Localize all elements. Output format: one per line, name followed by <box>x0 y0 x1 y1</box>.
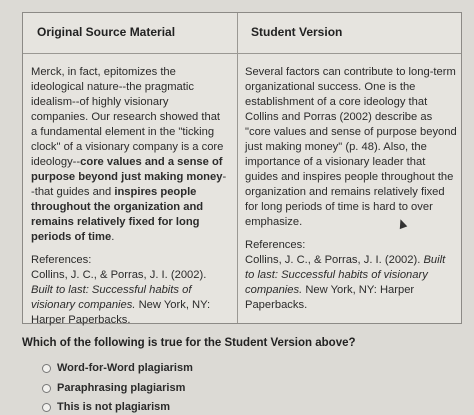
header-divider <box>23 53 461 54</box>
radio-circle-icon[interactable] <box>42 403 51 412</box>
header-student-version: Student Version <box>251 25 343 39</box>
comparison-table <box>22 12 462 324</box>
question-text: Which of the following is true for the Student Version above? <box>22 337 356 349</box>
original-references: References: Collins, J. C., & Porras, J. I. (2002). Built to last: Successful habits of visionary companies. New York, NY: Harper Paperbacks. <box>31 254 211 326</box>
radio-circle-icon[interactable] <box>42 384 51 393</box>
student-version-paragraph: Several factors can contribute to long-term organizational success. One is the establishment of a core ideology that Collins and Porras (2002) describe as "core values and sense of purpose beyond just making money" (p. 48). Also, the importance of a visionary leader that guides and inspires people throughout the organization and remains relatively fixed for long periods of time is hard to over emphasize. <box>245 66 457 228</box>
student-version-cell <box>245 65 457 313</box>
original-source-paragraph: Merck, in fact, epitomizes the ideological nature--the pragmatic idealism--of highly visionary companies. Our research showed that a fundamental element in the "ticking clock" of a visionary company is a core ideology--core values and a sense of purpose beyond just making money--that guides and inspires people throughout the organization and remains relatively fixed for long periods of time. <box>31 66 227 243</box>
header-original-source: Original Source Material <box>37 25 176 39</box>
option-not-plagiarism[interactable]: This is not plagiarism <box>42 401 170 413</box>
student-references: References: Collins, J. C., & Porras, J. I. (2002). Built to last: Successful habits of visionary companies. New York, NY: Harper Paperbacks. <box>245 239 446 311</box>
original-source-cell <box>31 65 227 328</box>
option-paraphrasing[interactable]: Paraphrasing plagiarism <box>42 382 185 394</box>
column-divider <box>237 13 238 323</box>
radio-circle-icon[interactable] <box>42 364 51 373</box>
option-word-for-word[interactable]: Word-for-Word plagiarism <box>42 362 193 374</box>
